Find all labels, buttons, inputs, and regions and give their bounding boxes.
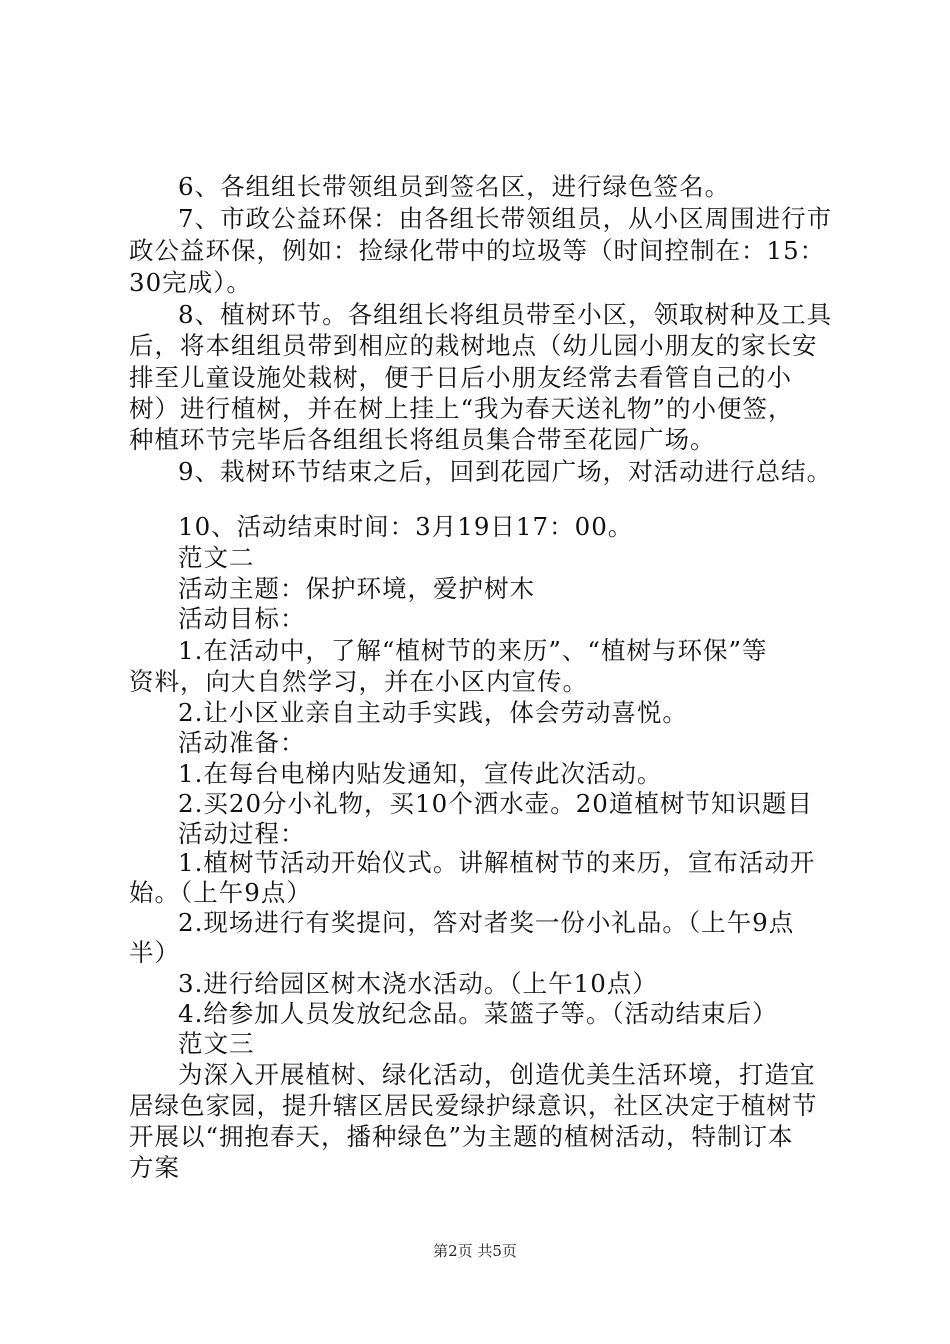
paragraph-line: 3.进行给园区树木浇水活动。（上午10点）	[178, 969, 658, 998]
paragraph-line: 10、活动结束时间：3月19日17：00。	[178, 512, 634, 541]
paragraph-line: 居绿色家园，提升辖区居民爱绿护绿意识，社区决定于植树节	[129, 1091, 818, 1120]
paragraph-line: 2.让小区业亲自主动手实践，体会劳动喜悦。	[178, 698, 688, 727]
paragraph-line: 活动准备：	[178, 728, 306, 757]
section-heading: 范文二	[178, 543, 255, 572]
paragraph-line: 1.在每台电梯内贴发通知，宣传此次活动。	[178, 759, 663, 788]
paragraph-line: 资料，向大自然学习，并在小区内宣传。	[129, 667, 588, 696]
paragraph-line: 政公益环保，例如：捡绿化带中的垃圾等（时间控制在：15：	[129, 236, 826, 265]
paragraph-line: 始。（上午9点）	[129, 878, 312, 907]
paragraph-line: 方案	[129, 1153, 180, 1182]
paragraph-line: 活动主题：保护环境，爱护树木	[178, 574, 535, 603]
section-heading: 范文三	[178, 1029, 255, 1058]
page-footer: 第2页 共5页	[433, 1242, 517, 1260]
paragraph-line: 树）进行植树，并在树上挂上“我为春天送礼物”的小便签，	[129, 394, 794, 423]
paragraph-line: 种植环节完毕后各组组长将组员集合带至花园广场。	[129, 425, 716, 454]
paragraph-line: 活动目标：	[178, 604, 306, 633]
paragraph-line: 排至儿童设施处栽树，便于日后小朋友经常去看管自己的小	[129, 363, 792, 392]
paragraph-line: 开展以“拥抱春天，播种绿色”为主题的植树活动，特制订本	[129, 1122, 794, 1151]
paragraph-line: 活动过程：	[178, 819, 306, 848]
paragraph-line: 1.植树节活动开始仪式。讲解植树节的来历，宣布活动开	[178, 848, 816, 877]
paragraph-line: 30完成）。	[129, 268, 252, 297]
paragraph-line: 为深入开展植树、绿化活动，创造优美生活环境，打造宜	[178, 1060, 816, 1089]
paragraph-line: 4.给参加人员发放纪念品。菜篮子等。（活动结束后）	[178, 999, 778, 1028]
paragraph-line: 2.现场进行有奖提问，答对者奖一份小礼品。（上午9点	[178, 908, 795, 937]
paragraph-line: 1.在活动中，了解“植树节的来历”、“植树与环保”等	[178, 636, 768, 665]
paragraph-line: 6、各组组长带领组员到签名区，进行绿色签名。	[178, 172, 731, 201]
paragraph-line: 7、市政公益环保：由各组长带领组员，从小区周围进行市	[178, 204, 833, 233]
paragraph-line: 后，将本组组员带到相应的栽树地点（幼儿园小朋友的家长安	[129, 331, 818, 360]
paragraph-line: 2.买20分小礼物，买10个洒水壶。20道植树节知识题目	[178, 789, 813, 818]
paragraph-line: 9、栽树环节结束之后，回到花园广场，对活动进行总结。	[178, 457, 833, 486]
paragraph-line: 半）	[129, 938, 180, 967]
paragraph-line: 8、植树环节。各组组长将组员带至小区，领取树种及工具	[178, 300, 833, 329]
